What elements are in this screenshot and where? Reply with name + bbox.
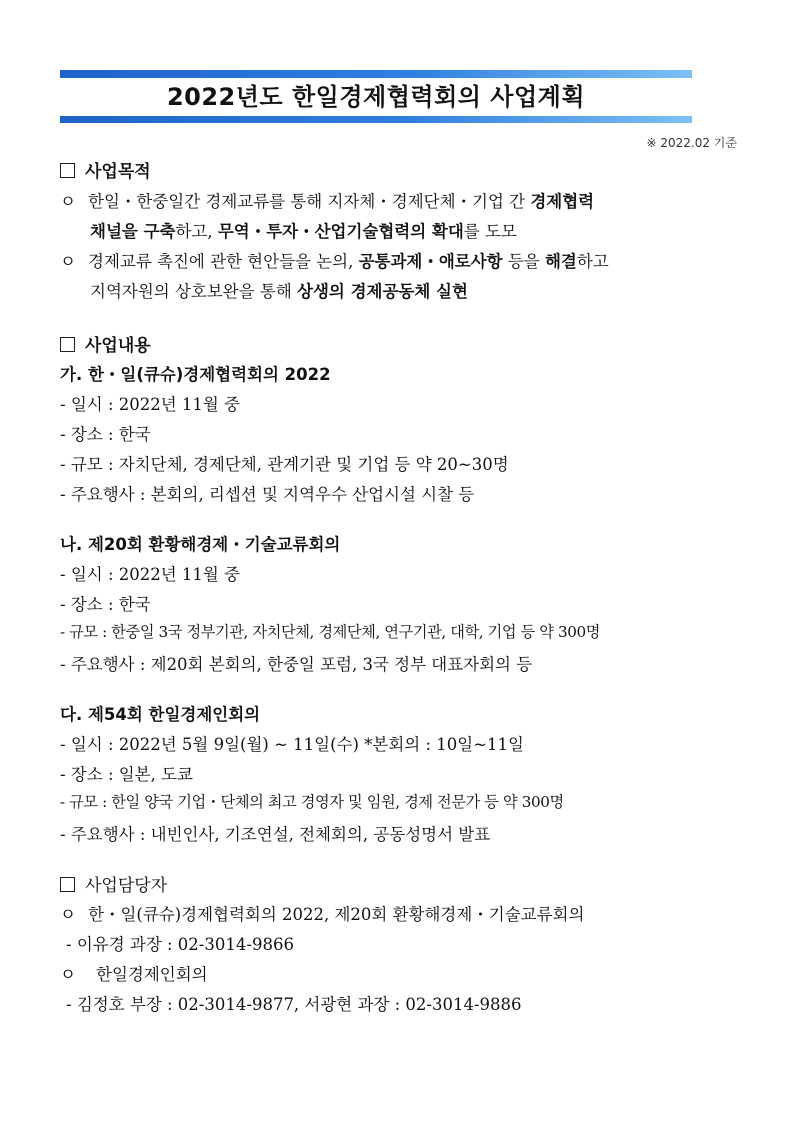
event-b-title: 나. 제20회 환황해경제・기술교류회의: [60, 535, 341, 554]
event-c-scale: - 규모 : 한일 양국 기업・단체의 최고 경영자 및 임원, 경제 전문가 등 약 300명: [60, 793, 564, 811]
section-contacts-heading: 사업담당자: [60, 871, 167, 896]
bullet-circle-icon: ㅇ: [60, 905, 76, 924]
event-b-place: - 장소 : 한국: [60, 595, 151, 614]
purpose-item-1-line-2: 채널을 구축하고, 무역・투자・산업기술협력의 확대를 도모: [90, 222, 517, 241]
title-bar-top: [60, 70, 692, 78]
purpose-item-2-line-1: ㅇ 경제교류 촉진에 관한 현안들을 논의, 공통과제・애로사항 등을 해결하고: [60, 248, 609, 272]
event-a-date: - 일시 : 2022년 11월 중: [60, 395, 241, 414]
checkbox-square-icon: [60, 163, 75, 178]
bullet-circle-icon: ㅇ: [60, 965, 76, 984]
section-content-heading: 사업내용: [60, 331, 151, 356]
event-b-date: - 일시 : 2022년 11월 중: [60, 565, 241, 584]
contact-group-2: ㅇ 한일경제인회의: [60, 961, 208, 985]
purpose-item-2-line-2: 지역자원의 상호보완을 통해 상생의 경제공동체 실현: [90, 282, 468, 301]
checkbox-square-icon: [60, 337, 75, 352]
event-a-events: - 주요행사 : 본회의, 리셉션 및 지역우수 산업시설 시찰 등: [60, 485, 475, 504]
event-c-title: 다. 제54회 한일경제인회의: [60, 705, 261, 724]
section-purpose-heading: 사업목적: [60, 157, 151, 182]
date-note: ※ 2022.02 기준: [646, 136, 737, 150]
page-title: 2022년도 한일경제협력회의 사업계획: [166, 83, 586, 111]
contact-group-1: ㅇ 한・일(큐슈)경제협력회의 2022, 제20회 환황해경제・기술교류회의: [60, 901, 584, 925]
contact-group-1-person: - 이유경 과장 : 02-3014-9866: [66, 935, 294, 954]
event-b-events: - 주요행사 : 제20회 본회의, 한중일 포럼, 3국 정부 대표자회의 등: [60, 655, 533, 674]
event-c-events: - 주요행사 : 내빈인사, 기조연설, 전체회의, 공동성명서 발표: [60, 825, 491, 844]
event-c-place: - 장소 : 일본, 도쿄: [60, 765, 193, 784]
event-a-place: - 장소 : 한국: [60, 425, 151, 444]
checkbox-square-icon: [60, 877, 75, 892]
title-block: [60, 70, 692, 124]
event-a-scale: - 규모 : 자치단체, 경제단체, 관계기관 및 기업 등 약 20~30명: [60, 455, 509, 474]
bullet-circle-icon: ㅇ: [60, 252, 76, 271]
event-b-scale: - 규모 : 한중일 3국 정부기관, 자치단체, 경제단체, 연구기관, 대학, 기업 등 약 300명: [60, 623, 601, 641]
bullet-circle-icon: ㅇ: [60, 192, 76, 211]
purpose-item-1-line-1: ㅇ 한일・한중일간 경제교류를 통해 지자체・경제단체・기업 간 경제협력: [60, 188, 594, 212]
title-bar-bottom: [60, 116, 692, 123]
contact-group-2-person: - 김정호 부장 : 02-3014-9877, 서광현 과장 : 02-3014-9886: [66, 995, 522, 1014]
event-c-date: - 일시 : 2022년 5월 9일(월) ~ 11일(수) *본회의 : 10일~11일: [60, 735, 524, 754]
event-a-title: 가. 한・일(큐슈)경제협력회의 2022: [60, 365, 331, 384]
